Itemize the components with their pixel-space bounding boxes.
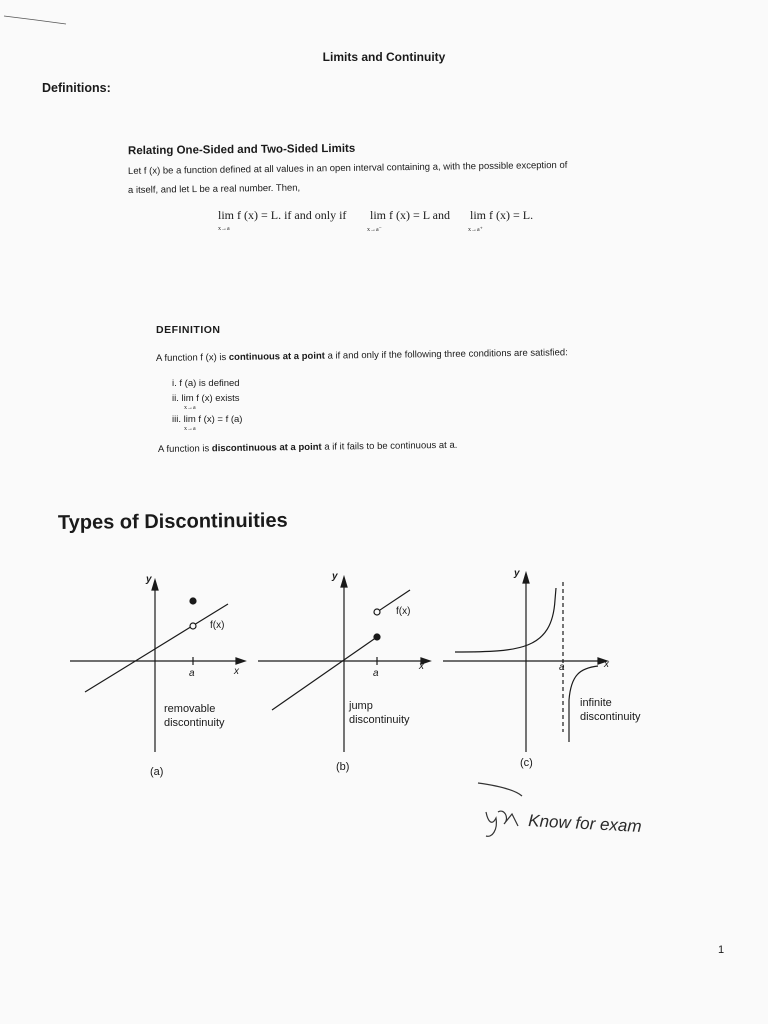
definition-intro-bold: continuous at a point xyxy=(228,350,325,363)
condition-2: ii. lim f (x) exists xyxy=(172,393,240,404)
theorem-line-2: a itself, and let L be a real number. Then, xyxy=(127,182,301,196)
graph-b-y-label: y xyxy=(332,571,338,582)
definition-outro-bold: discontinuous at a point xyxy=(211,441,322,455)
condition-3: iii. lim f (x) = f (a) xyxy=(172,414,243,425)
graph-a-filled-point xyxy=(190,598,196,604)
graph-c-y-arrow xyxy=(523,573,529,583)
graph-b-fx-label: f(x) xyxy=(396,606,411,617)
definition-outro-post: a if it fails to be continuous at a. xyxy=(321,439,458,453)
graph-b-label-line1: jump xyxy=(349,700,373,712)
graph-a-y-arrow xyxy=(152,580,158,590)
graph-c-point-label: a xyxy=(559,662,565,673)
page-title: Limits and Continuity xyxy=(322,50,446,64)
graph-c-left-branch xyxy=(455,588,556,652)
condition-2-subscript: x→a xyxy=(184,405,196,411)
graph-c-caption: (c) xyxy=(520,757,533,769)
pencil-mark-top xyxy=(4,16,66,24)
graph-a-caption: (a) xyxy=(150,766,164,778)
formula-middle: lim f (x) = L and xyxy=(370,208,450,222)
graph-infinite xyxy=(443,573,607,752)
graph-c-y-label: y xyxy=(514,568,520,579)
formula-left: lim f (x) = L. if and only if xyxy=(218,208,347,222)
graph-c-label-line2: discontinuity xyxy=(580,711,641,723)
graph-b-open-point xyxy=(374,609,380,615)
graph-a-label-line2: discontinuity xyxy=(164,717,225,729)
definition-label: DEFINITION xyxy=(156,324,221,336)
formula-left-subscript: x→a xyxy=(218,226,230,232)
graph-a-x-arrow xyxy=(236,658,245,664)
graph-a-point-label: a xyxy=(189,668,195,679)
graph-b-label-line2: discontinuity xyxy=(349,714,410,726)
graph-a-curve xyxy=(85,604,228,692)
graph-c-label-line1: infinite xyxy=(580,697,612,709)
theorem-heading: Relating One-Sided and Two-Sided Limits xyxy=(127,142,356,158)
graph-a-x-label: x xyxy=(234,666,239,677)
condition-3-subscript: x→a xyxy=(184,426,196,432)
graph-b-filled-point xyxy=(374,634,380,640)
graph-b-point-label: a xyxy=(373,668,379,679)
definition-intro-post: a if and only if the following three conditions are satisfied: xyxy=(324,347,568,362)
theorem-line-1: Let f (x) be a function defined at all values in an open interval containing a, with the possible exception of xyxy=(127,159,568,177)
graph-b-x-label: x xyxy=(419,661,424,672)
definition-outro-pre: A function is xyxy=(157,443,212,455)
definition-intro-pre: A function f (x) is xyxy=(155,351,229,364)
page-number: 1 xyxy=(718,944,725,956)
handwritten-note xyxy=(478,783,522,836)
definitions-heading: Definitions: xyxy=(42,81,111,95)
graph-b-caption: (b) xyxy=(336,761,350,773)
types-heading: Types of Discontinuities xyxy=(57,509,288,534)
graph-a-fx-label: f(x) xyxy=(210,620,225,631)
condition-1: i. f (a) is defined xyxy=(172,378,240,389)
graph-a-y-label: y xyxy=(146,574,152,585)
graph-b-y-arrow xyxy=(341,577,347,587)
formula-right: lim f (x) = L. xyxy=(470,208,534,222)
formula-middle-subscript: x→a⁻ xyxy=(367,227,382,233)
handwritten-text: Know for exam xyxy=(527,811,643,836)
graph-a-label-line1: removable xyxy=(164,703,216,715)
formula-right-subscript: x→a⁺ xyxy=(468,227,483,233)
graph-a-open-point xyxy=(190,623,196,629)
graph-c-x-label: x xyxy=(604,659,609,670)
